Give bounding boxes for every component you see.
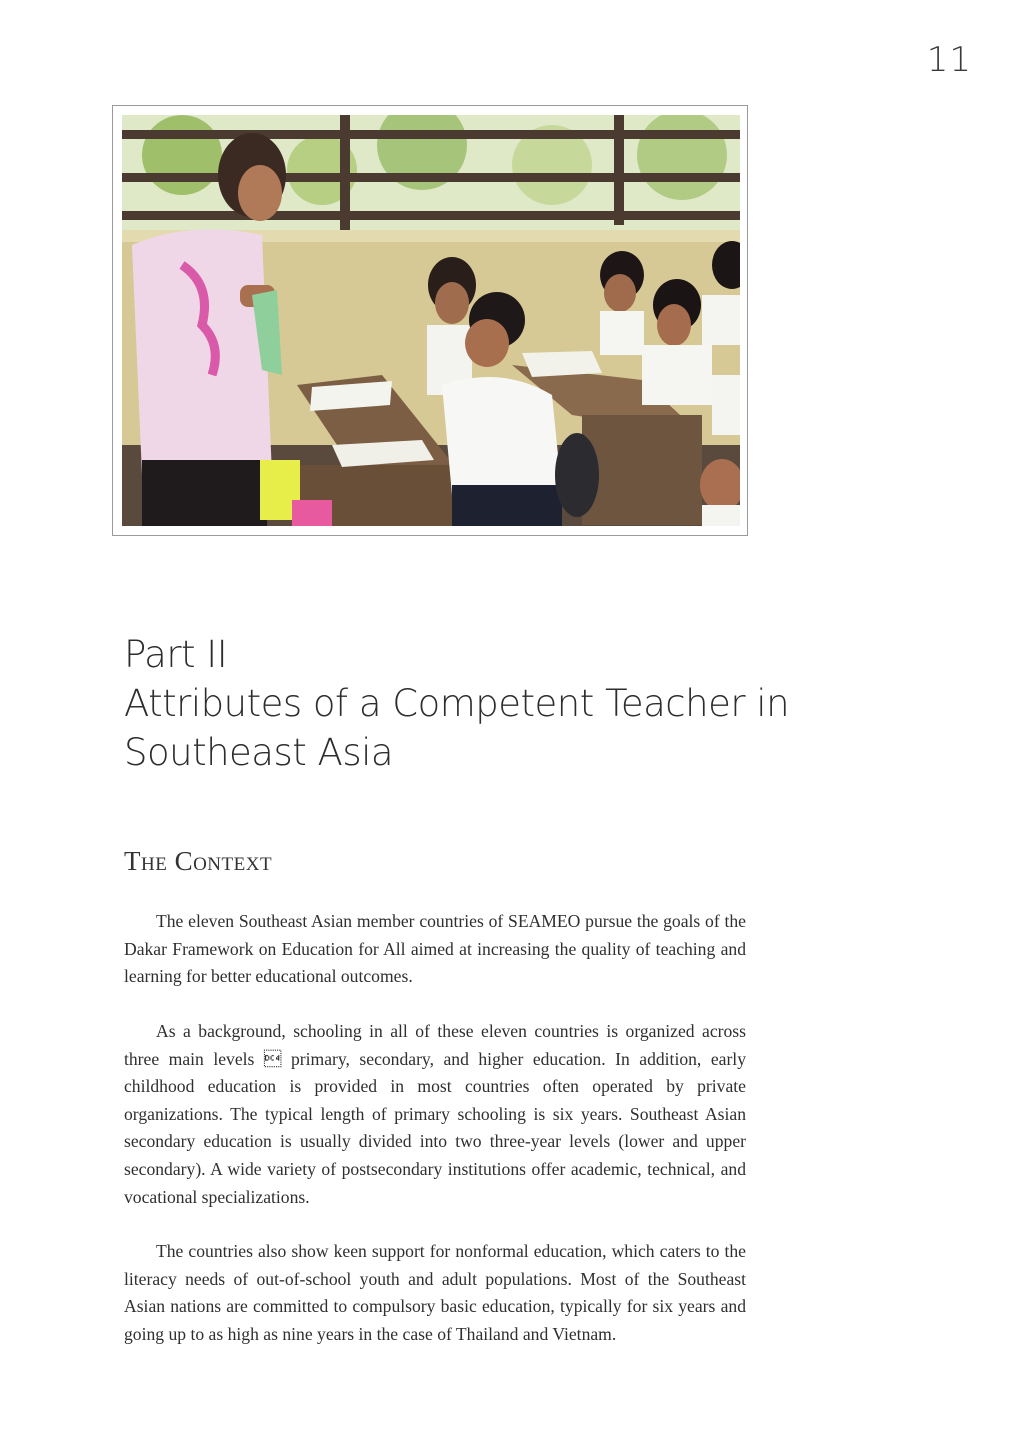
paragraph-2: As a background, schooling in all of these eleven countries is organized across three main levels  primary, secondary, and higher education. In addition, early childhood education is provided in most countries often operated by private organizations. The typical length of primary schooling is six years. Southeast Asian secondary education is usually divided into two three-year levels (lower and upper secondary). A wide variety of postsecondary institutions offer academic, technical, and vocational specializations. <box>124 1021 746 1207</box>
classroom-photo <box>122 115 740 526</box>
photo-frame <box>112 105 748 536</box>
paragraph-3: The countries also show keen support for nonformal education, which caters to the literacy needs of out-of-school youth and adult populations. Most of the Southeast Asian nations are committed to compulsory basic education, typically for six years and going up to as high as nine years in the case of Thailand and Vietnam. <box>124 1241 746 1344</box>
chapter-heading <box>124 630 790 777</box>
paragraph-1: The eleven Southeast Asian member countries of SEAMEO pursue the goals of the Dakar Framework on Education for All aimed at increasing the quality of teaching and learning for better educational outcomes. <box>124 911 746 987</box>
chapter-title-line-2: Southeast Asia <box>124 731 394 774</box>
section-title: The Context <box>124 846 273 876</box>
page-number: 11 <box>926 40 972 80</box>
chapter-title-line-1: Attributes of a Competent Teacher in <box>124 682 790 725</box>
part-label: Part II <box>124 633 228 676</box>
